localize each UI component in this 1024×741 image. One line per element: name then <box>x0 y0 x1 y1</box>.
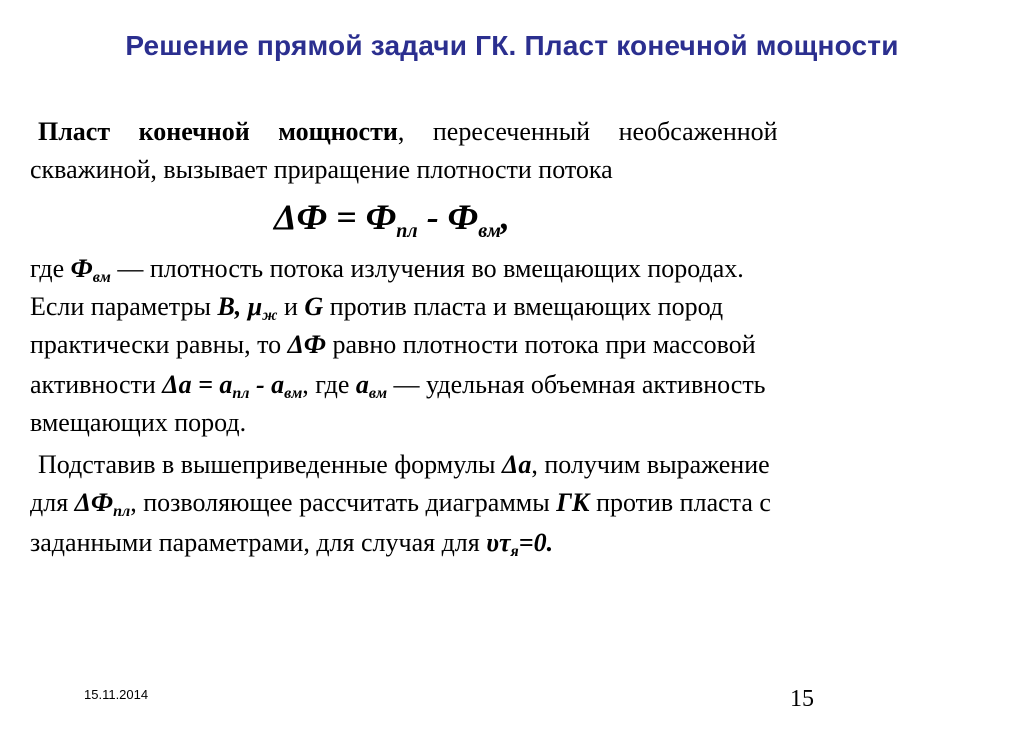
text: равно плотности потока при массовой <box>326 330 756 359</box>
symbol-end: =0. <box>518 528 554 557</box>
text: , позволяющее рассчитать диаграммы <box>130 488 557 517</box>
p2-line1 <box>30 254 744 284</box>
symbol-phi: Ф <box>70 254 93 283</box>
p1-line2: скважиной, вызывает приращение плотности потока <box>30 155 613 184</box>
p3-line2 <box>30 488 771 518</box>
p2-line3 <box>30 330 756 360</box>
sub: вм <box>368 385 388 402</box>
sub: вм <box>284 385 303 402</box>
text: — плотность потока излучения во вмещающих породах. <box>110 254 744 283</box>
symbol-da: Δa <box>502 450 532 479</box>
term-gk: ГК <box>556 488 590 517</box>
p2-line5: вмещающих пород. <box>30 408 247 437</box>
text: Если параметры <box>30 292 218 321</box>
formula-lhs: ΔФ = Ф <box>274 197 397 237</box>
sub: ж <box>262 307 278 324</box>
symbol-dphi: ΔФ <box>287 330 326 359</box>
text: Подставив в вышеприведенные формулы <box>38 450 503 479</box>
formula-end: , <box>500 197 510 237</box>
p2-line4 <box>30 370 766 400</box>
p3-line1 <box>38 450 770 480</box>
text: , где <box>302 370 356 399</box>
sub: я <box>510 543 519 560</box>
slide-date: 15.11.2014 <box>84 687 149 702</box>
formula-sub2: вм <box>478 220 501 242</box>
symbol-a: a <box>355 370 369 399</box>
symbol-ut: υτ <box>486 528 511 557</box>
main-formula <box>274 196 510 242</box>
symbol-G: G <box>304 292 324 321</box>
text: и <box>277 292 305 321</box>
symbol-B: B, <box>217 292 248 321</box>
p2-line2 <box>30 292 723 322</box>
text: активности <box>30 370 163 399</box>
page-number: 15 <box>790 686 814 712</box>
sub: пл <box>232 385 250 402</box>
text: против пласта и вмещающих пород <box>323 292 724 321</box>
symbol-mu: μ <box>247 292 263 321</box>
text: против пласта с <box>589 488 771 517</box>
symbol-a: - a <box>249 370 285 399</box>
text: для <box>30 488 75 517</box>
text: заданными параметрами, для случая для <box>30 528 487 557</box>
symbol-dphi: ΔФ <box>74 488 114 517</box>
formula-sub1: пл <box>396 220 418 242</box>
slide-title: Решение прямой задачи ГК. Пласт конечной мощности <box>125 30 899 61</box>
text: практически равны, то <box>30 330 288 359</box>
sub: пл <box>113 503 131 520</box>
term-bold: Пласт конечной мощности <box>38 117 398 146</box>
formula-mid: - Ф <box>417 197 479 237</box>
p1-line1 <box>38 117 778 147</box>
symbol-da: Δa = a <box>162 370 233 399</box>
p3-line3 <box>30 528 553 558</box>
sub: вм <box>92 269 111 286</box>
p1-rest: , пересеченный необсаженной <box>397 117 778 146</box>
text: где <box>30 254 71 283</box>
text: , получим выражение <box>531 450 770 479</box>
text: — удельная объемная активность <box>387 370 766 399</box>
